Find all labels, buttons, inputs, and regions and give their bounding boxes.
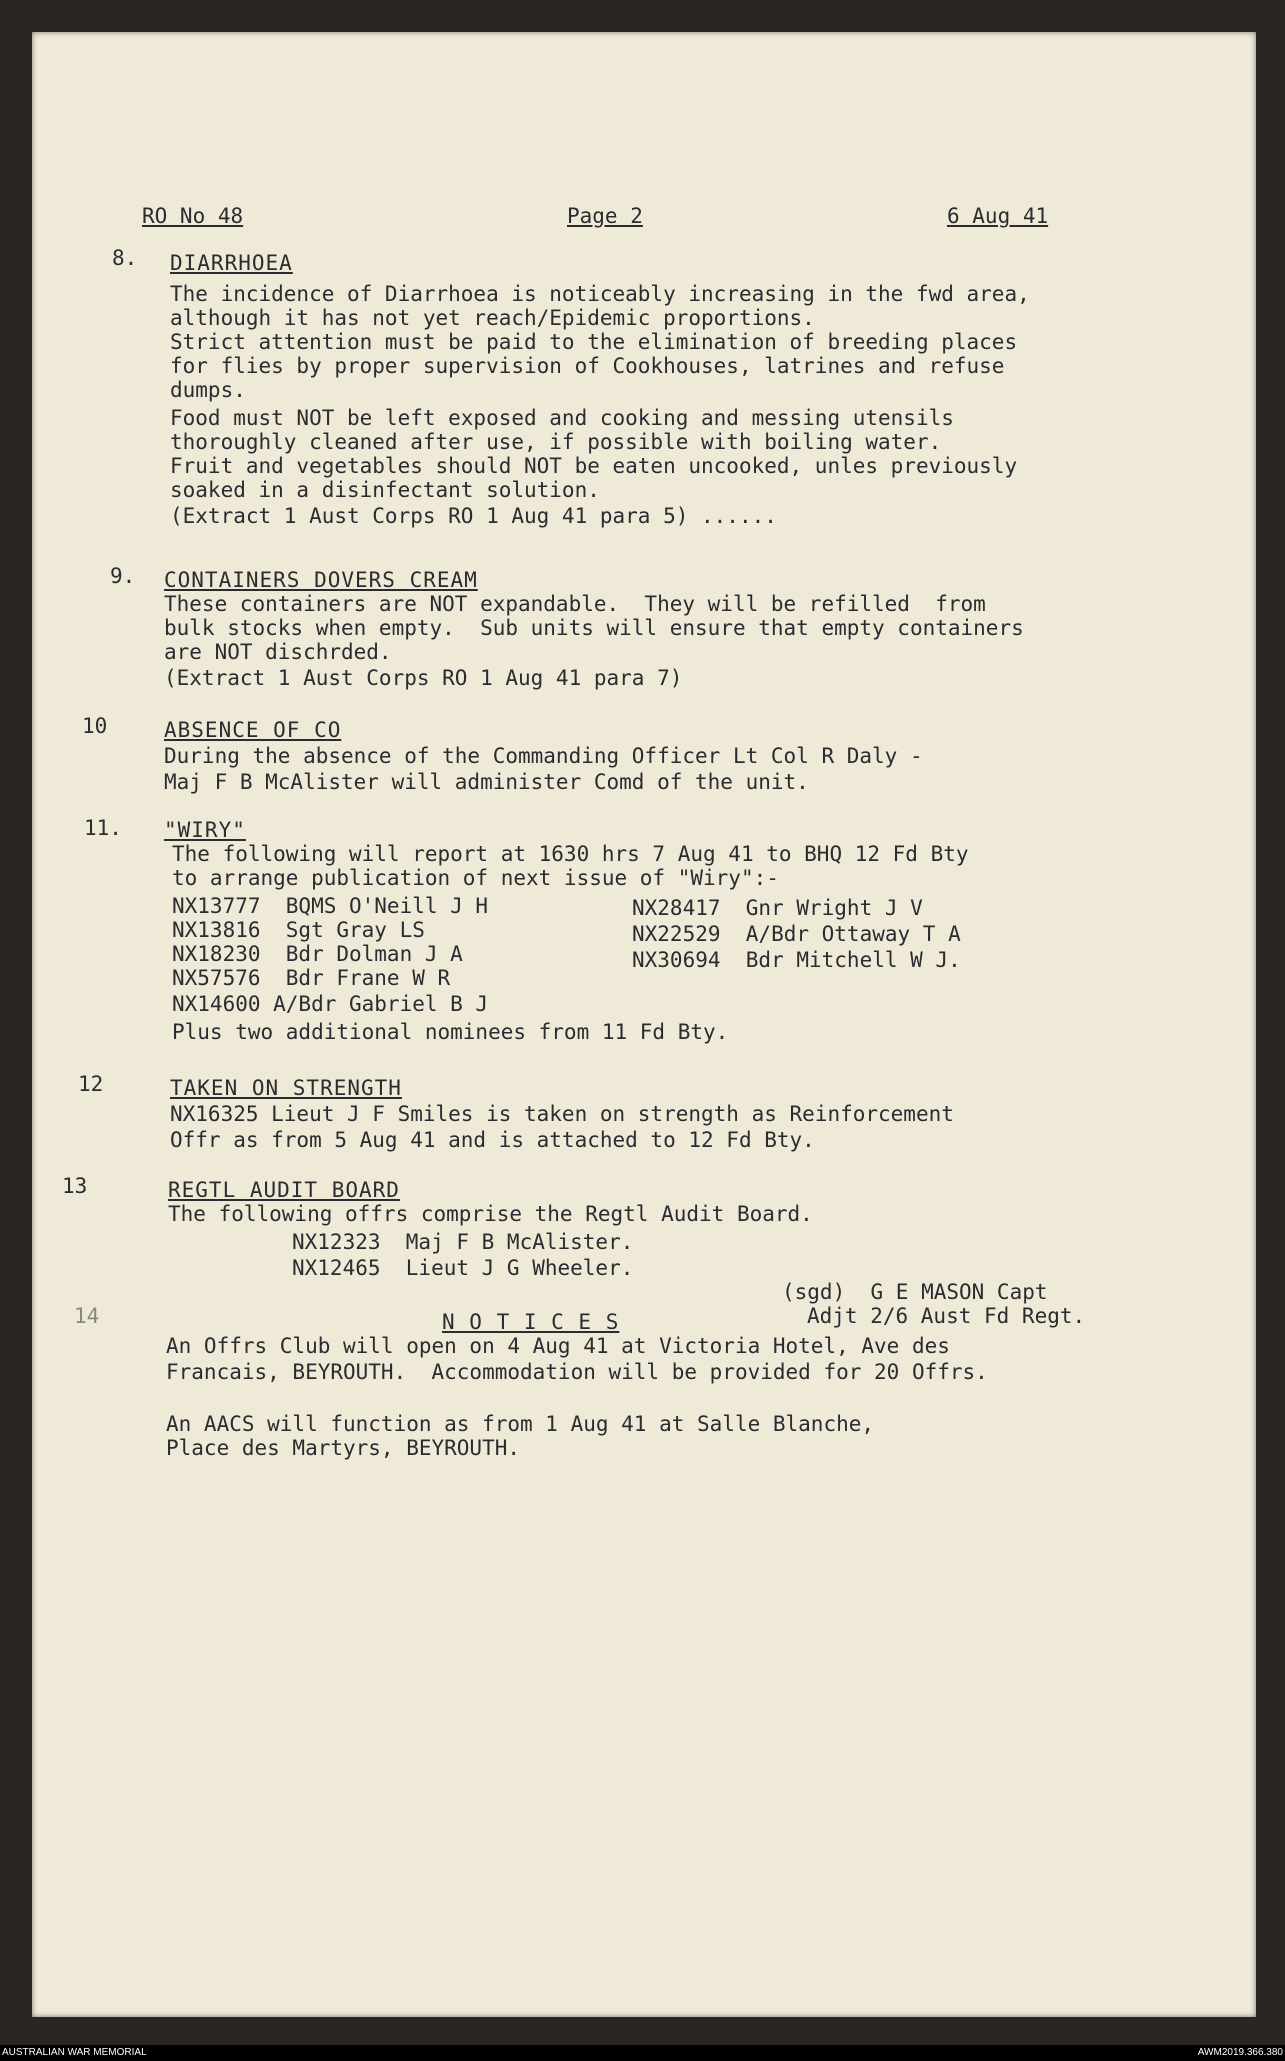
text-line: (Extract 1 Aust Corps RO 1 Aug 41 para 7): [164, 666, 683, 690]
archive-reference: AWM2019.366.380: [1197, 2047, 1283, 2058]
text-line: soaked in a disinfectant solution.: [170, 478, 600, 502]
text-line: dumps.: [170, 378, 246, 402]
text-line: (Extract 1 Aust Corps RO 1 Aug 41 para 5) ......: [170, 504, 777, 528]
text-line: for flies by proper supervision of Cookhouses, latrines and refuse: [170, 354, 1005, 378]
section-title: REGTL AUDIT BOARD: [168, 1178, 400, 1202]
text-line: These containers are NOT expandable. They will be refilled from: [164, 592, 986, 616]
section-number: 12: [78, 1072, 104, 1096]
signature-line: Adjt 2/6 Aust Fd Regt.: [807, 1304, 1086, 1328]
section-number: 13: [62, 1174, 88, 1198]
list-item: NX13816 Sgt Gray LS: [172, 918, 425, 942]
section-number: 8.: [112, 246, 138, 270]
list-item: NX30694 Bdr Mitchell W J.: [632, 948, 961, 972]
list-item: NX13777 BQMS O'Neill J H: [172, 894, 489, 918]
archive-name: AUSTRALIAN WAR MEMORIAL: [2, 2047, 147, 2058]
text-line: bulk stocks when empty. Sub units will ensure that empty containers: [164, 616, 1024, 640]
section-title: CONTAINERS DOVERS CREAM: [164, 568, 478, 592]
section-title: DIARRHOEA: [170, 251, 293, 275]
list-item: NX12465 Lieut J G Wheeler.: [292, 1256, 634, 1280]
text-line: Fruit and vegetables should NOT be eaten uncooked, unles previously: [170, 454, 1018, 478]
text-line: although it has not yet reach/Epidemic proportions.: [170, 306, 815, 330]
document-date: 6 Aug 41: [947, 204, 1049, 228]
text-line: Plus two additional nominees from 11 Fd Bty.: [172, 1020, 729, 1044]
list-item: NX57576 Bdr Frane W R: [172, 966, 451, 990]
list-item: NX22529 A/Bdr Ottaway T A: [632, 922, 961, 946]
text-line: An AACS will function as from 1 Aug 41 at Salle Blanche,: [166, 1412, 875, 1436]
text-line: NX16325 Lieut J F Smiles is taken on strength as Reinforcement: [170, 1102, 954, 1126]
document-page: [32, 32, 1256, 2017]
text-line: Offr as from 5 Aug 41 and is attached to 12 Fd Bty.: [170, 1128, 815, 1152]
text-line: During the absence of the Commanding Officer Lt Col R Daly -: [164, 744, 923, 768]
list-item: NX14600 A/Bdr Gabriel B J: [172, 992, 489, 1016]
text-line: Maj F B McAlister will administer Comd of the unit.: [164, 770, 809, 794]
section-title: "WIRY": [164, 818, 246, 842]
section-number: 14: [74, 1304, 100, 1328]
list-item: NX12323 Maj F B McAlister.: [292, 1230, 634, 1254]
text-line: Francais, BEYROUTH. Accommodation will be provided for 20 Offrs.: [166, 1360, 988, 1384]
text-line: to arrange publication of next issue of "Wiry":-: [172, 866, 779, 890]
section-number: 10: [82, 714, 108, 738]
section-title: TAKEN ON STRENGTH: [170, 1076, 402, 1100]
list-item: NX28417 Gnr Wright J V: [632, 896, 923, 920]
text-line: Place des Martyrs, BEYROUTH.: [166, 1436, 521, 1460]
text-line: An Offrs Club will open on 4 Aug 41 at Victoria Hotel, Ave des: [166, 1334, 950, 1358]
text-line: The incidence of Diarrhoea is noticeably increasing in the fwd area,: [170, 282, 1030, 306]
archive-footer: [0, 2045, 1285, 2061]
text-line: The following will report at 1630 hrs 7 Aug 41 to BHQ 12 Fd Bty: [172, 842, 969, 866]
text-line: The following offrs comprise the Regtl Audit Board.: [168, 1202, 813, 1226]
text-line: are NOT dischrded.: [164, 640, 392, 664]
list-item: NX18230 Bdr Dolman J A: [172, 942, 463, 966]
notices-title: N O T I C E S: [442, 1310, 620, 1334]
page-number: Page 2: [567, 204, 643, 228]
text-line: thoroughly cleaned after use, if possible with boiling water.: [170, 430, 942, 454]
ro-number: RO No 48: [142, 204, 244, 228]
section-title: ABSENCE OF CO: [164, 718, 342, 742]
text-line: Food must NOT be left exposed and cooking and messing utensils: [170, 406, 954, 430]
section-number: 9.: [110, 564, 136, 588]
text-line: Strict attention must be paid to the elimination of breeding places: [170, 330, 1018, 354]
section-number: 11.: [84, 816, 122, 840]
signature-line: (sgd) G E MASON Capt: [782, 1280, 1048, 1304]
